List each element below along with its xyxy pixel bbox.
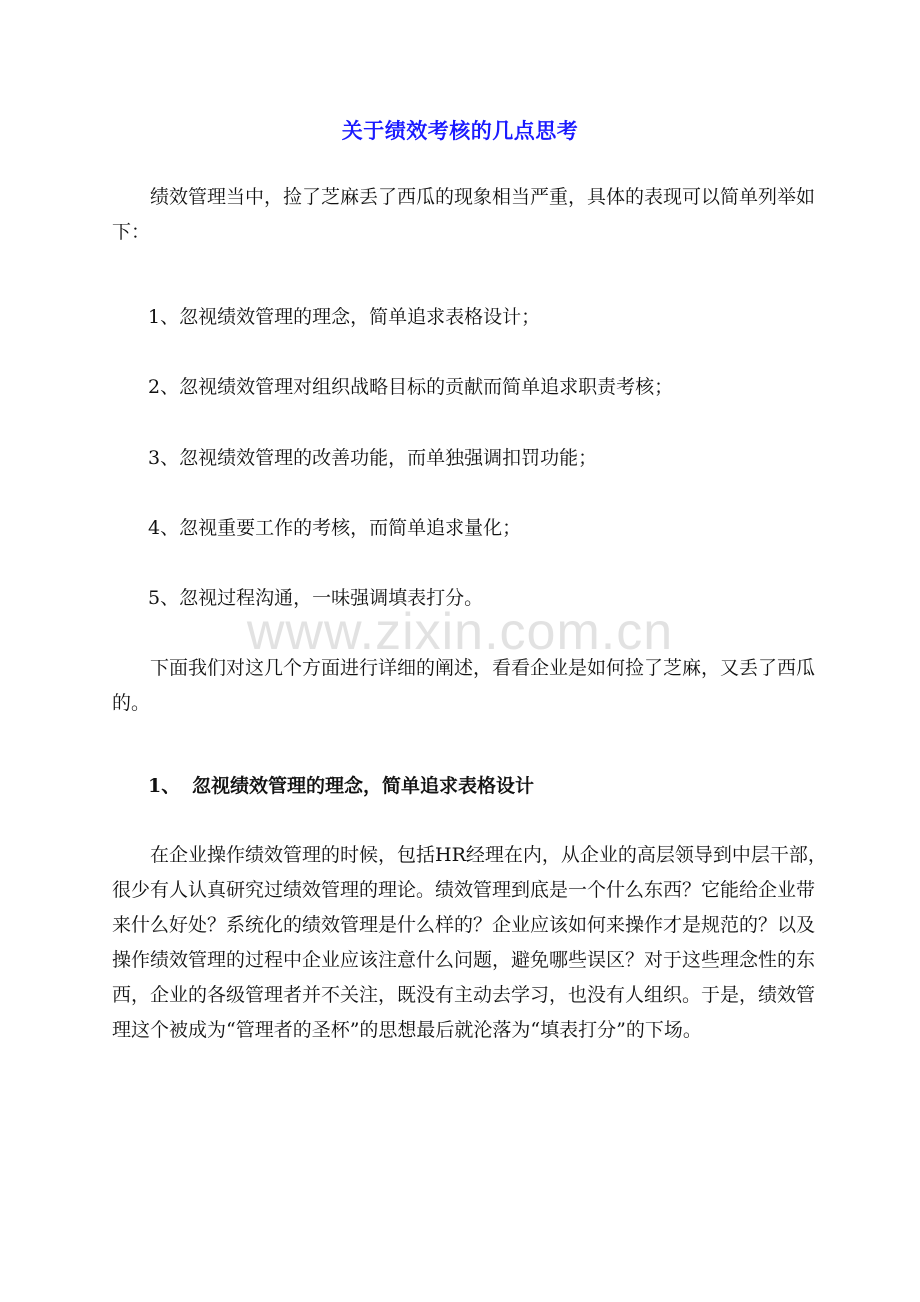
section-heading-text: 忽视绩效管理的理念，简单追求表格设计 [192,775,535,797]
transition-paragraph: 下面我们对这几个方面进行详细的阐述，看看企业是如何捡了芝麻，又丢了西瓜的。 [112,657,816,714]
list-item-1: 1、忽视绩效管理的理念，简单追求表格设计； [148,306,541,328]
section-heading [148,769,838,804]
list-item-3: 3、忽视绩效管理的改善功能，而单独强调扣罚功能； [148,447,598,469]
list-item-5: 5、忽视过程沟通，一味强调填表打分。 [148,587,484,609]
list-item-2: 2、忽视绩效管理对组织战略目标的贡献而简单追求职责考核； [148,376,674,398]
section-body-paragraph: 在企业操作绩效管理的时候，包括HR经理在内，从企业的高层领导到中层干部，很少有人认真研究过绩效管理的理论。绩效管理到底是一个什么东西？它能给企业带来什么好处？系统化的绩效管理是什么样的？企业应该如何来操作才是规范的？以及操作绩效管理的过程中企业应该注意什么问题，避免哪些误区？对于这些理念性的东西，企业的各级管理者并不关注，既没有主动去学习，也没有人组织。于是，绩效管理这个被成为“管理者的圣杯”的思想最后就沦落为“填表打分”的下场。 [112,844,827,1041]
watermark: www.zixin.com.cn [246,603,674,661]
document-title: 关于绩效考核的几点思考 [341,118,579,143]
list-item-4: 4、忽视重要工作的考核，而简单追求量化； [148,517,522,539]
section-number: 1、 [148,775,181,797]
intro-paragraph: 绩效管理当中，捡了芝麻丢了西瓜的现象相当严重，具体的表现可以简单列举如下： [112,186,816,243]
